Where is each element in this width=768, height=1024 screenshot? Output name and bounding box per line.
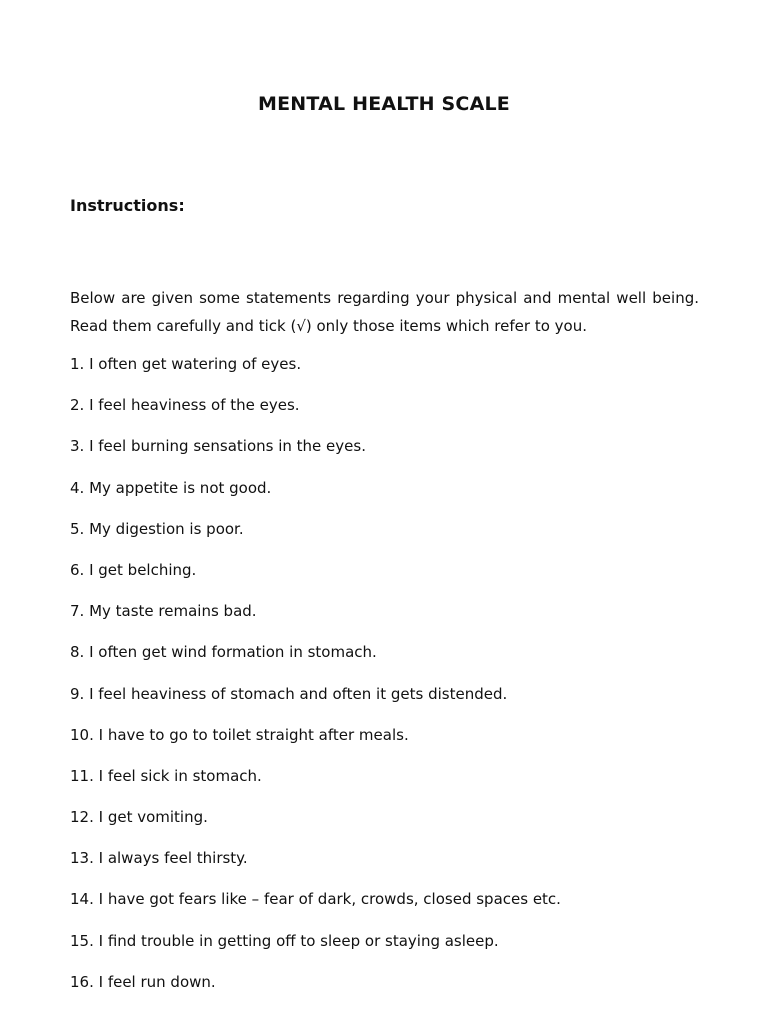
statement-item: 14. I have got fears like – fear of dark, crowds, closed spaces etc. [70,890,561,909]
statement-item: 11. I feel sick in stomach. [70,766,262,785]
statement-item: 16. I feel run down. [70,972,216,991]
statement-item: 4. My appetite is not good. [70,478,272,497]
statement-item: 9. I feel heaviness of stomach and often it gets distended. [70,684,508,703]
statement-item: 13. I always feel thirsty. [70,849,248,868]
page-title: MENTAL HEALTH SCALE [258,93,510,115]
instructions-heading: Instructions: [70,196,185,215]
statement-item: 15. I find trouble in getting off to sleep or staying asleep. [70,931,499,950]
statement-item: 1. I often get watering of eyes. [70,355,302,373]
statement-item: 7. My taste remains bad. [70,602,257,621]
statement-item: 2. I feel heaviness of the eyes. [70,396,300,415]
statement-list [70,352,710,1011]
instructions-text: Below are given some statements regarding your physical and mental well being. Read them carefully and tick (√) only those items which refer to you. [70,289,699,335]
statement-item: 6. I get belching. [70,560,197,579]
statement-item: 5. My digestion is poor. [70,519,244,538]
statement-item: 10. I have to go to toilet straight after meals. [70,725,409,744]
statement-item: 3. I feel burning sensations in the eyes. [70,437,366,456]
statement-item: 8. I often get wind formation in stomach. [70,643,377,662]
statement-item: 12. I get vomiting. [70,808,208,827]
